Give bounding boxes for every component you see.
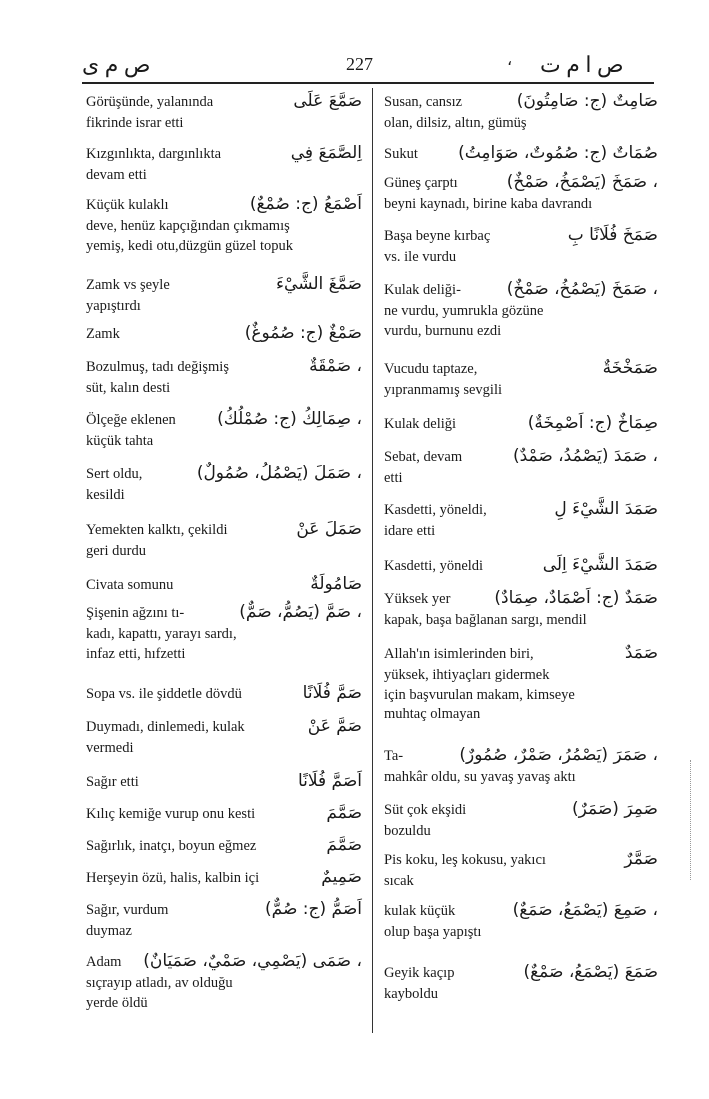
entry-arabic-headword: صَمَّ عَنْ — [307, 716, 362, 736]
entry-translation: Küçük kulaklı — [86, 196, 169, 213]
dictionary-entry — [86, 599, 362, 664]
entry-continuation: olup başa yapıştı — [384, 924, 482, 940]
entry-continuation: vermedi — [86, 740, 134, 756]
entry-translation: Susan, cansız — [384, 93, 463, 110]
dictionary-entry — [86, 88, 362, 134]
dictionary-entry — [384, 742, 658, 788]
dictionary-entry — [384, 897, 658, 943]
entry-continuation: süt, kalın desti — [86, 380, 171, 396]
entry-arabic-headword: اَصْمَعُ (ج: صُمْعٌ) — [249, 194, 362, 214]
entry-first-line — [86, 140, 362, 166]
entry-translation: Kasdetti, yöneldi — [384, 557, 484, 574]
entry-continuation: devam etti — [86, 167, 147, 183]
dictionary-entry — [86, 713, 362, 759]
entry-translation: Yemekten kalktı, çekildi — [86, 521, 228, 538]
dictionary-entry — [86, 460, 362, 506]
entry-translation: Güneş çarptı — [384, 174, 458, 191]
entry-first-line — [86, 320, 362, 346]
entry-first-line — [384, 222, 658, 248]
entry-continuation: kayboldu — [384, 986, 438, 1002]
header-right-letters: ص ا م ت — [540, 52, 624, 77]
header-rule — [82, 82, 654, 84]
entry-first-line — [384, 355, 658, 381]
entry-first-line — [384, 410, 658, 436]
entry-first-line — [384, 897, 658, 923]
entry-continuation: kadı, kapattı, yarayı sardı, — [86, 626, 237, 642]
entry-translation: Kasdetti, yöneldi, — [384, 501, 487, 518]
entry-first-line — [384, 552, 658, 578]
entry-translation: Sağır, vurdum — [86, 901, 169, 918]
entry-continuation: yerde öldü — [86, 994, 148, 1011]
entry-first-line — [384, 88, 658, 114]
entry-arabic-headword: صَمَّغَ الشَّيْءَ — [276, 274, 362, 294]
dictionary-entry — [384, 552, 658, 578]
dictionary-entry — [384, 496, 658, 542]
entry-translation: Süt çok ekşidi — [384, 801, 467, 818]
entry-translation: Sağırlık, inatçı, boyun eğmez — [86, 837, 257, 854]
dictionary-entry — [384, 640, 658, 725]
entry-continuation: yemiş, kedi otu,düzgün güzel topuk — [86, 237, 293, 254]
entry-continuation: mahkâr oldu, su yavaş yavaş aktı — [384, 769, 576, 785]
dictionary-entry — [86, 191, 362, 256]
dictionary-entry — [384, 276, 658, 341]
entry-continuation: muhtaç olmayan — [384, 706, 481, 722]
entry-first-line — [384, 742, 658, 768]
entry-continuation: etti — [384, 470, 403, 486]
entry-arabic-headword: صَمَخَ فُلَانًا بِ — [567, 225, 658, 245]
entry-first-line — [384, 140, 658, 166]
dictionary-entry — [86, 320, 362, 346]
dictionary-entry — [86, 353, 362, 399]
entry-continuation: için başvurulan makam, kimseye — [384, 686, 575, 703]
entry-first-line — [384, 169, 658, 195]
entry-arabic-headword: صَمَلَ عَنْ — [296, 519, 362, 539]
entry-translation: Görüşünde, yalanında — [86, 93, 214, 110]
entry-first-line — [86, 353, 362, 379]
entry-arabic-headword: ، صَمَخَ (يَصْمُخُ، صَمْخٌ) — [506, 279, 658, 299]
entry-continuation: ne vurdu, yumrukla gözüne — [384, 303, 544, 319]
dictionary-entry — [86, 140, 362, 186]
entry-arabic-headword: اَصَمَّ فُلَانًا — [297, 771, 362, 791]
entry-translation: Adam — [86, 953, 122, 970]
entry-continuation: duymaz — [86, 923, 132, 939]
entry-translation: Zamk vs şeyle — [86, 276, 170, 293]
entry-translation: Geyik kaçıp — [384, 964, 455, 981]
entry-first-line — [86, 271, 362, 297]
dictionary-entry — [86, 768, 362, 794]
entry-arabic-headword: ، صَمَى (يَصْمِي، صَمْيٌ، صَمَيَانٌ) — [143, 951, 362, 971]
entry-first-line — [86, 800, 362, 826]
entry-arabic-headword: صَمَّمَ — [326, 835, 362, 855]
dictionary-entry — [384, 169, 658, 215]
entry-arabic-headword: ، صَمِعَ (يَصْمَعُ، صَمَعٌ) — [512, 900, 658, 920]
dictionary-entry — [86, 516, 362, 562]
entry-arabic-headword: صَمَعَ (يَصْمَعُ، صَمْعٌ) — [523, 962, 658, 982]
dictionary-entry — [86, 271, 362, 317]
entry-first-line — [384, 276, 658, 302]
entry-translation: Allah'ın isimlerinden biri, — [384, 645, 534, 662]
entry-first-line — [384, 496, 658, 522]
dictionary-entry — [86, 948, 362, 1013]
entry-first-line — [86, 768, 362, 794]
entry-continuation: sıçrayıp atladı, av olduğu — [86, 975, 233, 991]
entry-continuation: idare etti — [384, 523, 436, 539]
entry-arabic-headword: صُمَاتٌ (ج: صُمُوتٌ، صَوَامِتُ) — [458, 143, 658, 163]
entry-first-line — [86, 88, 362, 114]
dictionary-entry — [86, 800, 362, 826]
entry-translation: Ta- — [384, 747, 404, 764]
dictionary-entry — [86, 832, 362, 858]
entry-arabic-headword: صَمَدٌ (ج: اَصْمَادٌ، صِمَادٌ) — [494, 588, 658, 608]
entry-translation: Sert oldu, — [86, 465, 143, 482]
entry-arabic-headword: صَمِيمٌ — [321, 867, 362, 887]
entry-first-line — [86, 516, 362, 542]
margin-mark — [690, 760, 691, 880]
entry-first-line — [86, 832, 362, 858]
entry-continuation: kapak, başa bağlanan sargı, mendil — [384, 612, 587, 628]
entry-translation: Sağır etti — [86, 773, 139, 790]
entry-continuation: yapıştırdı — [86, 298, 141, 314]
entry-first-line — [86, 571, 362, 597]
dictionary-entry — [86, 864, 362, 890]
entry-first-line — [384, 640, 658, 666]
entry-arabic-headword: صَمْغٌ (ج: صُمُوغٌ) — [244, 323, 362, 343]
dictionary-entry — [384, 959, 658, 1005]
entry-arabic-headword: صَامِتٌ (ج: صَامِتُونَ) — [516, 91, 658, 111]
entry-arabic-headword: ، صَمْقَةٌ — [309, 356, 362, 376]
entry-continuation: sıcak — [384, 873, 414, 889]
dictionary-entry — [86, 680, 362, 706]
entry-arabic-headword: اِلصَّمَعَ فِي — [290, 143, 362, 163]
entry-first-line — [384, 796, 658, 822]
entry-first-line — [384, 846, 658, 872]
entry-continuation: vs. ile vurdu — [384, 249, 457, 265]
entry-continuation: vurdu, burnunu ezdi — [384, 322, 502, 339]
entry-translation: Ölçeğe eklenen — [86, 411, 176, 428]
entry-arabic-headword: ، صَمَّ (يَصُمُّ، صَمٌّ) — [239, 602, 362, 622]
entry-translation: Kılıç kemiğe vurup onu kesti — [86, 805, 256, 822]
entry-first-line — [86, 896, 362, 922]
entry-translation: Sebat, devam — [384, 448, 463, 465]
entry-arabic-headword: ، صَمَلَ (يَصْمُلُ، صُمُولٌ) — [196, 463, 362, 483]
dictionary-entry — [384, 796, 658, 842]
entry-arabic-headword: صَمَّ فُلَانًا — [302, 683, 362, 703]
entry-continuation: beyni kaynadı, birine kaba davrandı — [384, 196, 593, 212]
dictionary-entry — [384, 355, 658, 401]
column-divider — [372, 88, 373, 1033]
entry-first-line — [86, 599, 362, 625]
dictionary-entry — [384, 140, 658, 166]
entry-first-line — [86, 948, 362, 974]
entry-translation: Başa beyne kırbaç — [384, 227, 491, 244]
entry-first-line — [86, 191, 362, 217]
entry-continuation: yüksek, ihtiyaçları gidermek — [384, 667, 550, 683]
entry-arabic-headword: ، صَمَرَ (يَصْمُرُ، صَمْرٌ، صُمُورٌ) — [459, 745, 658, 765]
entry-arabic-headword: صَمَدَ الشَّيْءَ اِلَى — [542, 555, 658, 575]
entry-arabic-headword: صَمَّعَ عَلَى — [293, 91, 362, 111]
entry-translation: Şişenin ağzını tı- — [86, 604, 185, 621]
entry-translation: Bozulmuş, tadı değişmiş — [86, 358, 229, 375]
page-number: 227 — [346, 54, 373, 74]
entry-translation: Kızgınlıkta, dargınlıkta — [86, 145, 222, 162]
entry-arabic-headword: صَامُولَةٌ — [310, 574, 362, 594]
entry-translation: Sopa vs. ile şiddetle dövdü — [86, 685, 242, 702]
dictionary-entry — [86, 406, 362, 452]
dictionary-entry — [384, 846, 658, 892]
entry-arabic-headword: صَمَدَ الشَّيْءَ لِ — [554, 499, 658, 519]
entry-arabic-headword: ، صَمَدَ (يَصْمُدُ، صَمْدٌ) — [512, 446, 658, 466]
entry-first-line — [86, 460, 362, 486]
entry-arabic-headword: صِمَاخٌ (ج: اَصْمِخَةٌ) — [527, 413, 658, 433]
entry-first-line — [86, 713, 362, 739]
entry-translation: Pis koku, leş kokusu, yakıcı — [384, 851, 546, 868]
entry-translation: Civata somunu — [86, 576, 174, 593]
header-left-letters: ص م ى — [82, 52, 151, 77]
entry-first-line — [86, 864, 362, 890]
entry-arabic-headword: اَصَمُّ (ج: صُمٌّ) — [265, 899, 362, 919]
entry-translation: Kulak deliği- — [384, 281, 461, 298]
entry-arabic-headword: صَمَّرٌ — [624, 849, 658, 869]
entry-first-line — [86, 406, 362, 432]
entry-translation: Duymadı, dinlemedi, kulak — [86, 718, 245, 735]
entry-arabic-headword: صَمَخْخَةٌ — [602, 358, 658, 378]
dictionary-entry — [86, 571, 362, 597]
entry-arabic-headword: صَمِرَ (صَمَرٌ) — [572, 799, 658, 819]
dictionary-entry — [384, 443, 658, 489]
entry-continuation: fikrinde israr etti — [86, 115, 184, 131]
entry-first-line — [384, 585, 658, 611]
dictionary-entry — [86, 896, 362, 942]
entry-translation: Herşeyin özü, halis, kalbin içi — [86, 869, 260, 886]
entry-continuation: bozuldu — [384, 823, 431, 839]
header-mark: ، — [507, 52, 513, 69]
entry-arabic-headword: ، صَمَخَ (يَصْمَخُ، صَمْخٌ) — [506, 172, 658, 192]
dictionary-entry — [384, 222, 658, 268]
dictionary-entry — [384, 88, 658, 134]
entry-arabic-headword: صَمَدٌ — [624, 643, 658, 663]
entry-translation: Yüksek yer — [384, 590, 451, 607]
entry-first-line — [384, 443, 658, 469]
entry-continuation: kesildi — [86, 487, 125, 503]
entry-translation: kulak küçük — [384, 902, 456, 919]
entry-translation: Sukut — [384, 145, 418, 162]
entry-continuation: geri durdu — [86, 543, 146, 559]
entry-continuation: yıpranmamış sevgili — [384, 382, 502, 398]
dictionary-entry — [384, 410, 658, 436]
entry-arabic-headword: ، صِمَالِكُ (ج: صُمْلُكُ) — [217, 409, 362, 429]
entry-arabic-headword: صَمَّمَ — [326, 803, 362, 823]
entry-first-line — [384, 959, 658, 985]
entry-translation: Zamk — [86, 325, 120, 342]
entry-translation: Vucudu taptaze, — [384, 360, 478, 377]
dictionary-entry — [384, 585, 658, 631]
entry-continuation: deve, henüz kapçığından çıkmamış — [86, 218, 290, 234]
entry-translation: Kulak deliği — [384, 415, 457, 432]
entry-continuation: infaz etti, hıfzetti — [86, 645, 186, 662]
entry-continuation: küçük tahta — [86, 433, 154, 449]
entry-first-line — [86, 680, 362, 706]
entry-continuation: olan, dilsiz, altın, gümüş — [384, 115, 527, 131]
